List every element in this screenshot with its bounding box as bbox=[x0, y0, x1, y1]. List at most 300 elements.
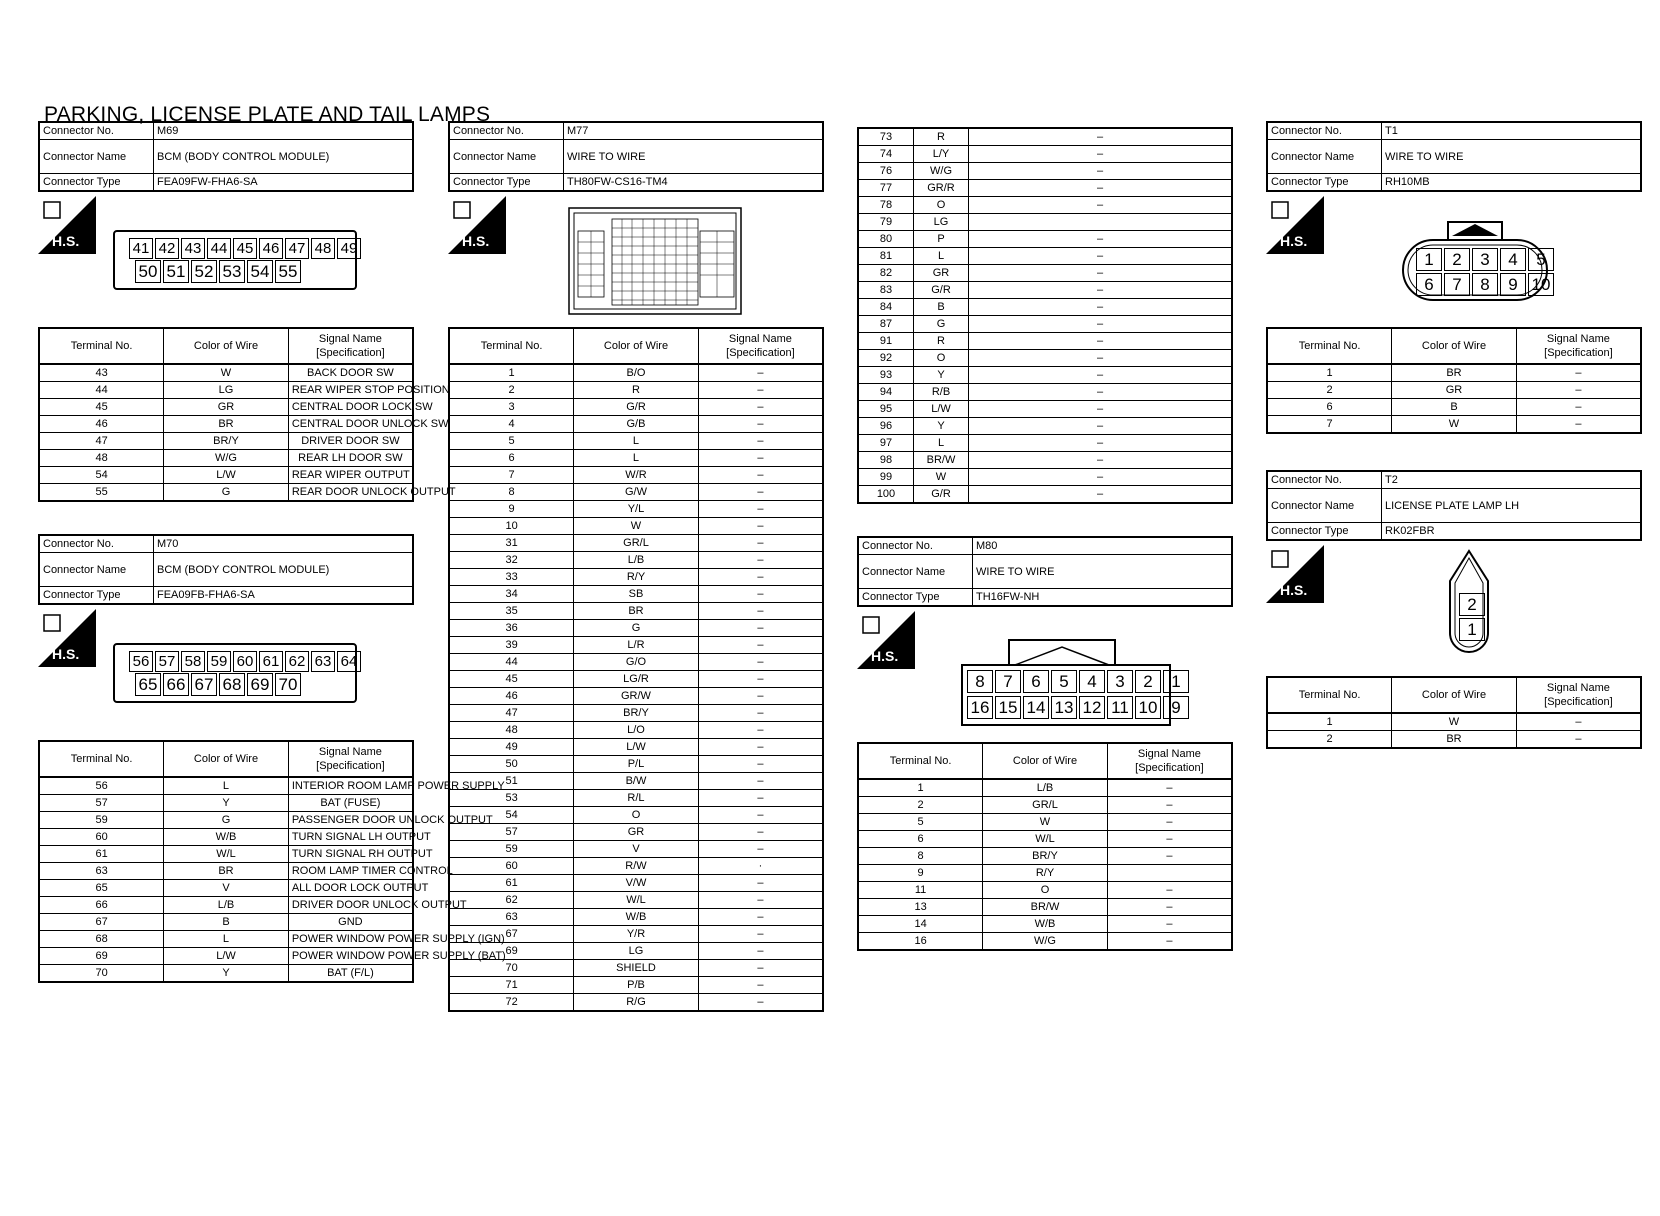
table-row bbox=[449, 450, 823, 467]
table-row bbox=[449, 994, 823, 1012]
table-row bbox=[1267, 364, 1641, 382]
pin-number: 2 bbox=[1135, 670, 1161, 693]
terminal-cell: 93 bbox=[858, 367, 914, 384]
column-3 bbox=[857, 127, 1233, 951]
color-cell: Y bbox=[914, 367, 969, 384]
color-cell: G bbox=[164, 484, 289, 502]
table-row bbox=[449, 433, 823, 450]
pin-number: 1 bbox=[1459, 618, 1485, 641]
table-row bbox=[39, 948, 413, 965]
pin-table-t2 bbox=[1266, 676, 1642, 749]
signal-cell: CENTRAL DOOR LOCK SW bbox=[288, 399, 413, 416]
signal-cell: – bbox=[698, 535, 823, 552]
terminal-cell: 97 bbox=[858, 435, 914, 452]
label-connector-type: Connector Type bbox=[39, 587, 154, 605]
terminal-cell: 2 bbox=[1267, 382, 1392, 399]
hs-icon bbox=[38, 196, 96, 254]
signal-cell: – bbox=[1107, 916, 1232, 933]
signal-cell: – bbox=[969, 265, 1233, 282]
signal-cell: – bbox=[698, 926, 823, 943]
hs-label: H.S. bbox=[462, 233, 490, 249]
table-row bbox=[858, 180, 1232, 197]
connector-info-m69 bbox=[38, 121, 414, 192]
table-row bbox=[449, 603, 823, 620]
signal-cell: ROOM LAMP TIMER CONTROL bbox=[288, 863, 413, 880]
signal-cell: – bbox=[698, 739, 823, 756]
connector-no-value: T1 bbox=[1382, 122, 1642, 140]
signal-cell: POWER WINDOW POWER SUPPLY (IGN) bbox=[288, 931, 413, 948]
color-cell: GR/L bbox=[574, 535, 699, 552]
color-cell: BR bbox=[574, 603, 699, 620]
terminal-cell: 78 bbox=[858, 197, 914, 214]
connector-type-value: TH80FW-CS16-TM4 bbox=[564, 174, 824, 192]
signal-cell: – bbox=[1516, 382, 1641, 399]
color-cell: Y bbox=[164, 795, 289, 812]
terminal-cell: 43 bbox=[39, 364, 164, 382]
pin-number: 42 bbox=[155, 238, 179, 259]
signal-cell: – bbox=[969, 163, 1233, 180]
signal-cell: – bbox=[698, 364, 823, 382]
signal-cell: – bbox=[698, 518, 823, 535]
signal-cell bbox=[1107, 865, 1232, 882]
pin-number: 50 bbox=[135, 260, 161, 283]
header-color: Color of Wire bbox=[574, 328, 699, 364]
table-row bbox=[858, 418, 1232, 435]
table-row bbox=[1267, 382, 1641, 399]
pin-table-m77 bbox=[448, 327, 824, 1012]
connector-type-value: TH16FW-NH bbox=[973, 589, 1233, 607]
signal-cell: DRIVER DOOR SW bbox=[288, 433, 413, 450]
table-row bbox=[449, 790, 823, 807]
terminal-cell: 9 bbox=[449, 501, 574, 518]
pin-number: 61 bbox=[259, 651, 283, 672]
face-bottom-row bbox=[1416, 273, 1556, 296]
color-cell: BR bbox=[1392, 364, 1517, 382]
terminal-cell: 77 bbox=[858, 180, 914, 197]
connector-info-m70 bbox=[38, 534, 414, 605]
pin-number: 15 bbox=[995, 696, 1021, 719]
column-4 bbox=[1266, 121, 1642, 749]
signal-cell: POWER WINDOW POWER SUPPLY (BAT) bbox=[288, 948, 413, 965]
header-signal: Signal Name [Specification] bbox=[1516, 677, 1641, 713]
color-cell: BR/W bbox=[914, 452, 969, 469]
pin-number: 8 bbox=[1472, 273, 1498, 296]
terminal-cell: 49 bbox=[449, 739, 574, 756]
table-row bbox=[1267, 731, 1641, 749]
pin-number: 5 bbox=[1051, 670, 1077, 693]
signal-cell: – bbox=[1516, 364, 1641, 382]
face-top-row bbox=[967, 670, 1191, 693]
color-cell: GR bbox=[1392, 382, 1517, 399]
signal-cell: – bbox=[1107, 899, 1232, 916]
table-row bbox=[449, 858, 823, 875]
pin-number: 4 bbox=[1500, 248, 1526, 271]
terminal-cell: 47 bbox=[449, 705, 574, 722]
color-cell: W bbox=[574, 518, 699, 535]
pin-table-m69 bbox=[38, 327, 456, 502]
color-cell: O bbox=[983, 882, 1108, 899]
label-connector-name: Connector Name bbox=[1267, 140, 1382, 174]
color-cell: BR bbox=[1392, 731, 1517, 749]
pin-number: 46 bbox=[259, 238, 283, 259]
terminal-cell: 5 bbox=[449, 433, 574, 450]
hs-icon bbox=[857, 611, 915, 669]
table-row bbox=[449, 382, 823, 399]
color-cell: BR/Y bbox=[574, 705, 699, 722]
color-cell: P/B bbox=[574, 977, 699, 994]
signal-cell: – bbox=[698, 909, 823, 926]
pin-number: 47 bbox=[285, 238, 309, 259]
signal-cell: – bbox=[698, 994, 823, 1012]
label-connector-type: Connector Type bbox=[858, 589, 973, 607]
connector-diagram-m69 bbox=[38, 192, 414, 327]
signal-cell: – bbox=[698, 620, 823, 637]
signal-cell: – bbox=[698, 382, 823, 399]
signal-cell: – bbox=[698, 977, 823, 994]
color-cell: R/B bbox=[914, 384, 969, 401]
color-cell: G/R bbox=[914, 282, 969, 299]
label-connector-no: Connector No. bbox=[449, 122, 564, 140]
pin-number: 14 bbox=[1023, 696, 1049, 719]
terminal-cell: 1 bbox=[1267, 364, 1392, 382]
column-1 bbox=[38, 121, 506, 983]
hs-icon bbox=[1266, 196, 1324, 254]
terminal-cell: 13 bbox=[858, 899, 983, 916]
signal-cell: REAR LH DOOR SW bbox=[288, 450, 413, 467]
table-row bbox=[858, 350, 1232, 367]
hs-label: H.S. bbox=[1280, 233, 1308, 249]
signal-cell: – bbox=[969, 128, 1233, 146]
terminal-cell: 14 bbox=[858, 916, 983, 933]
table-row bbox=[449, 552, 823, 569]
signal-cell: – bbox=[698, 671, 823, 688]
signal-cell: – bbox=[698, 943, 823, 960]
connector-diagram-m70 bbox=[38, 605, 414, 740]
connector-no-value: T2 bbox=[1382, 471, 1642, 489]
color-cell: L/W bbox=[164, 948, 289, 965]
terminal-cell: 4 bbox=[449, 416, 574, 433]
terminal-cell: 44 bbox=[449, 654, 574, 671]
pin-number: 64 bbox=[337, 651, 361, 672]
pin-table-m77-continued bbox=[857, 127, 1233, 504]
pin-number: 11 bbox=[1107, 696, 1133, 719]
table-row bbox=[1267, 416, 1641, 434]
terminal-cell: 61 bbox=[39, 846, 164, 863]
table-row bbox=[449, 688, 823, 705]
signal-cell: – bbox=[698, 790, 823, 807]
pin-number: 41 bbox=[129, 238, 153, 259]
terminal-cell: 91 bbox=[858, 333, 914, 350]
connector-name-value: WIRE TO WIRE bbox=[973, 555, 1233, 589]
color-cell: B bbox=[1392, 399, 1517, 416]
connector-face-m77 bbox=[568, 207, 742, 315]
pin-number: 69 bbox=[247, 673, 273, 696]
connector-face-t2 bbox=[1459, 593, 1487, 641]
pin-number: 65 bbox=[135, 673, 161, 696]
pin-number: 56 bbox=[129, 651, 153, 672]
color-cell: L/W bbox=[914, 401, 969, 418]
hs-label: H.S. bbox=[871, 648, 899, 664]
signal-cell: – bbox=[1107, 882, 1232, 899]
connector-info-t2 bbox=[1266, 470, 1642, 541]
color-cell: BR/Y bbox=[164, 433, 289, 450]
terminal-cell: 6 bbox=[449, 450, 574, 467]
color-cell: G/R bbox=[574, 399, 699, 416]
color-cell: L bbox=[164, 777, 289, 795]
header-color: Color of Wire bbox=[164, 328, 289, 364]
signal-cell: – bbox=[698, 841, 823, 858]
connector-no-value: M69 bbox=[154, 122, 414, 140]
table-row bbox=[449, 705, 823, 722]
pin-number: 62 bbox=[285, 651, 309, 672]
table-row bbox=[449, 773, 823, 790]
table-row bbox=[449, 637, 823, 654]
table-row bbox=[858, 197, 1232, 214]
table-row bbox=[39, 433, 413, 450]
color-cell: BR bbox=[164, 863, 289, 880]
color-cell: L/B bbox=[983, 779, 1108, 797]
signal-cell: – bbox=[1107, 779, 1232, 797]
pin-number: 68 bbox=[219, 673, 245, 696]
pin-table-m70 bbox=[38, 740, 506, 983]
connector-face-m69 bbox=[113, 230, 357, 290]
terminal-cell: 69 bbox=[449, 943, 574, 960]
signal-cell: – bbox=[969, 231, 1233, 248]
signal-cell: – bbox=[1107, 831, 1232, 848]
color-cell: W bbox=[164, 364, 289, 382]
table-row bbox=[39, 812, 413, 829]
face-bottom-row bbox=[135, 673, 303, 696]
signal-cell: – bbox=[698, 654, 823, 671]
pin-number: 10 bbox=[1528, 273, 1554, 296]
terminal-cell: 67 bbox=[39, 914, 164, 931]
pin-number: 1 bbox=[1163, 670, 1189, 693]
signal-cell: – bbox=[698, 569, 823, 586]
header-signal: Signal Name [Specification] bbox=[698, 328, 823, 364]
terminal-cell: 73 bbox=[858, 128, 914, 146]
signal-cell: – bbox=[698, 824, 823, 841]
terminal-cell: 72 bbox=[449, 994, 574, 1012]
color-cell: R/Y bbox=[983, 865, 1108, 882]
pin-number: 13 bbox=[1051, 696, 1077, 719]
table-row bbox=[449, 824, 823, 841]
color-cell: G/R bbox=[914, 486, 969, 504]
signal-cell: – bbox=[698, 603, 823, 620]
color-cell: W bbox=[983, 814, 1108, 831]
pin-number: 45 bbox=[233, 238, 257, 259]
table-row bbox=[39, 416, 413, 433]
color-cell: L bbox=[914, 435, 969, 452]
pin-number: 6 bbox=[1023, 670, 1049, 693]
terminal-cell: 60 bbox=[39, 829, 164, 846]
signal-cell: – bbox=[969, 146, 1233, 163]
table-row bbox=[858, 797, 1232, 814]
table-row bbox=[449, 909, 823, 926]
terminal-cell: 16 bbox=[858, 933, 983, 951]
table-row bbox=[39, 965, 413, 983]
label-connector-no: Connector No. bbox=[39, 122, 154, 140]
signal-cell: – bbox=[698, 552, 823, 569]
table-row bbox=[449, 399, 823, 416]
terminal-cell: 45 bbox=[449, 671, 574, 688]
table-row bbox=[858, 469, 1232, 486]
connector-diagram-t2 bbox=[1266, 541, 1642, 676]
hs-label: H.S. bbox=[1280, 582, 1308, 598]
table-row bbox=[858, 128, 1232, 146]
color-cell: L bbox=[914, 248, 969, 265]
color-cell: L/B bbox=[574, 552, 699, 569]
signal-cell: – bbox=[698, 688, 823, 705]
table-row bbox=[449, 807, 823, 824]
pin-number: 1 bbox=[1416, 248, 1442, 271]
terminal-cell: 98 bbox=[858, 452, 914, 469]
table-row bbox=[858, 933, 1232, 951]
signal-cell: – bbox=[1516, 416, 1641, 434]
terminal-cell: 63 bbox=[39, 863, 164, 880]
color-cell: R bbox=[914, 333, 969, 350]
table-row bbox=[449, 960, 823, 977]
terminal-cell: 8 bbox=[858, 848, 983, 865]
signal-cell: BAT (F/L) bbox=[288, 965, 413, 983]
table-row bbox=[39, 467, 413, 484]
signal-cell: CENTRAL DOOR UNLOCK SW bbox=[288, 416, 413, 433]
color-cell: R/G bbox=[574, 994, 699, 1012]
terminal-cell: 81 bbox=[858, 248, 914, 265]
color-cell: V bbox=[164, 880, 289, 897]
color-cell: W/G bbox=[983, 933, 1108, 951]
connector-face-m70 bbox=[113, 643, 357, 703]
signal-cell: – bbox=[698, 637, 823, 654]
header-terminal: Terminal No. bbox=[1267, 328, 1392, 364]
pin-number: 12 bbox=[1079, 696, 1105, 719]
terminal-cell: 39 bbox=[449, 637, 574, 654]
terminal-cell: 59 bbox=[449, 841, 574, 858]
table-row bbox=[449, 654, 823, 671]
pin-number: 67 bbox=[191, 673, 217, 696]
pin-number: 44 bbox=[207, 238, 231, 259]
pin-number: 9 bbox=[1500, 273, 1526, 296]
signal-cell: – bbox=[969, 367, 1233, 384]
signal-cell: – bbox=[698, 484, 823, 501]
terminal-cell: 8 bbox=[449, 484, 574, 501]
connector-no-value: M77 bbox=[564, 122, 824, 140]
terminal-cell: 83 bbox=[858, 282, 914, 299]
connector-latch bbox=[957, 635, 1167, 665]
signal-cell: – bbox=[698, 773, 823, 790]
pin-number: 57 bbox=[155, 651, 179, 672]
terminal-cell: 67 bbox=[449, 926, 574, 943]
header-terminal: Terminal No. bbox=[1267, 677, 1392, 713]
connector-name-value: LICENSE PLATE LAMP LH bbox=[1382, 489, 1642, 523]
pin-number: 5 bbox=[1528, 248, 1554, 271]
terminal-cell: 6 bbox=[1267, 399, 1392, 416]
header-signal: Signal Name [Specification] bbox=[288, 741, 413, 777]
terminal-cell: 57 bbox=[39, 795, 164, 812]
connector-face-t1 bbox=[1416, 248, 1556, 296]
table-row bbox=[449, 569, 823, 586]
terminal-cell: 54 bbox=[39, 467, 164, 484]
pin-number: 4 bbox=[1079, 670, 1105, 693]
table-row bbox=[858, 486, 1232, 504]
table-row bbox=[858, 384, 1232, 401]
table-row bbox=[858, 882, 1232, 899]
terminal-cell: 76 bbox=[858, 163, 914, 180]
color-cell: R/L bbox=[574, 790, 699, 807]
table-row bbox=[1267, 713, 1641, 731]
table-row bbox=[858, 265, 1232, 282]
signal-cell: – bbox=[969, 197, 1233, 214]
label-connector-no: Connector No. bbox=[858, 537, 973, 555]
color-cell: GR bbox=[914, 265, 969, 282]
color-cell: P/L bbox=[574, 756, 699, 773]
color-cell: L/O bbox=[574, 722, 699, 739]
terminal-cell: 45 bbox=[39, 399, 164, 416]
color-cell: W/B bbox=[983, 916, 1108, 933]
table-row bbox=[858, 299, 1232, 316]
terminal-cell: 87 bbox=[858, 316, 914, 333]
color-cell: B bbox=[164, 914, 289, 931]
table-row bbox=[39, 846, 413, 863]
terminal-cell: 2 bbox=[858, 797, 983, 814]
table-row bbox=[449, 467, 823, 484]
color-cell: R/W bbox=[574, 858, 699, 875]
face-bottom-row bbox=[1459, 618, 1487, 641]
color-cell: L/R bbox=[574, 637, 699, 654]
header-terminal: Terminal No. bbox=[858, 743, 983, 779]
terminal-cell: 11 bbox=[858, 882, 983, 899]
signal-cell: TURN SIGNAL LH OUTPUT bbox=[288, 829, 413, 846]
signal-cell: TURN SIGNAL RH OUTPUT bbox=[288, 846, 413, 863]
signal-cell: – bbox=[969, 350, 1233, 367]
pin-number: 58 bbox=[181, 651, 205, 672]
color-cell: Y/L bbox=[574, 501, 699, 518]
signal-cell: – bbox=[698, 807, 823, 824]
pin-number: 51 bbox=[163, 260, 189, 283]
table-row bbox=[858, 146, 1232, 163]
connector-diagram-t1 bbox=[1266, 192, 1642, 327]
color-cell: GR/R bbox=[914, 180, 969, 197]
terminal-cell: 69 bbox=[39, 948, 164, 965]
connector-info-t1 bbox=[1266, 121, 1642, 192]
color-cell: W/G bbox=[914, 163, 969, 180]
signal-cell: – bbox=[969, 486, 1233, 504]
terminal-cell: 92 bbox=[858, 350, 914, 367]
label-connector-no: Connector No. bbox=[1267, 122, 1382, 140]
terminal-cell: 46 bbox=[449, 688, 574, 705]
signal-cell: – bbox=[698, 892, 823, 909]
signal-cell: – bbox=[698, 960, 823, 977]
table-row bbox=[449, 586, 823, 603]
terminal-cell: 2 bbox=[449, 382, 574, 399]
color-cell: L/Y bbox=[914, 146, 969, 163]
connector-type-value: FEA09FW-FHA6-SA bbox=[154, 174, 414, 192]
terminal-cell: 100 bbox=[858, 486, 914, 504]
table-row bbox=[858, 831, 1232, 848]
signal-cell: – bbox=[698, 416, 823, 433]
header-color: Color of Wire bbox=[983, 743, 1108, 779]
terminal-cell: 35 bbox=[449, 603, 574, 620]
terminal-cell: 33 bbox=[449, 569, 574, 586]
pin-number: 66 bbox=[163, 673, 189, 696]
table-row bbox=[39, 863, 413, 880]
color-cell: B bbox=[914, 299, 969, 316]
connector-no-value: M70 bbox=[154, 535, 414, 553]
terminal-cell: 55 bbox=[39, 484, 164, 502]
pin-number: 48 bbox=[311, 238, 335, 259]
connector-name-value: WIRE TO WIRE bbox=[564, 140, 824, 174]
terminal-cell: 82 bbox=[858, 265, 914, 282]
color-cell: Y bbox=[914, 418, 969, 435]
